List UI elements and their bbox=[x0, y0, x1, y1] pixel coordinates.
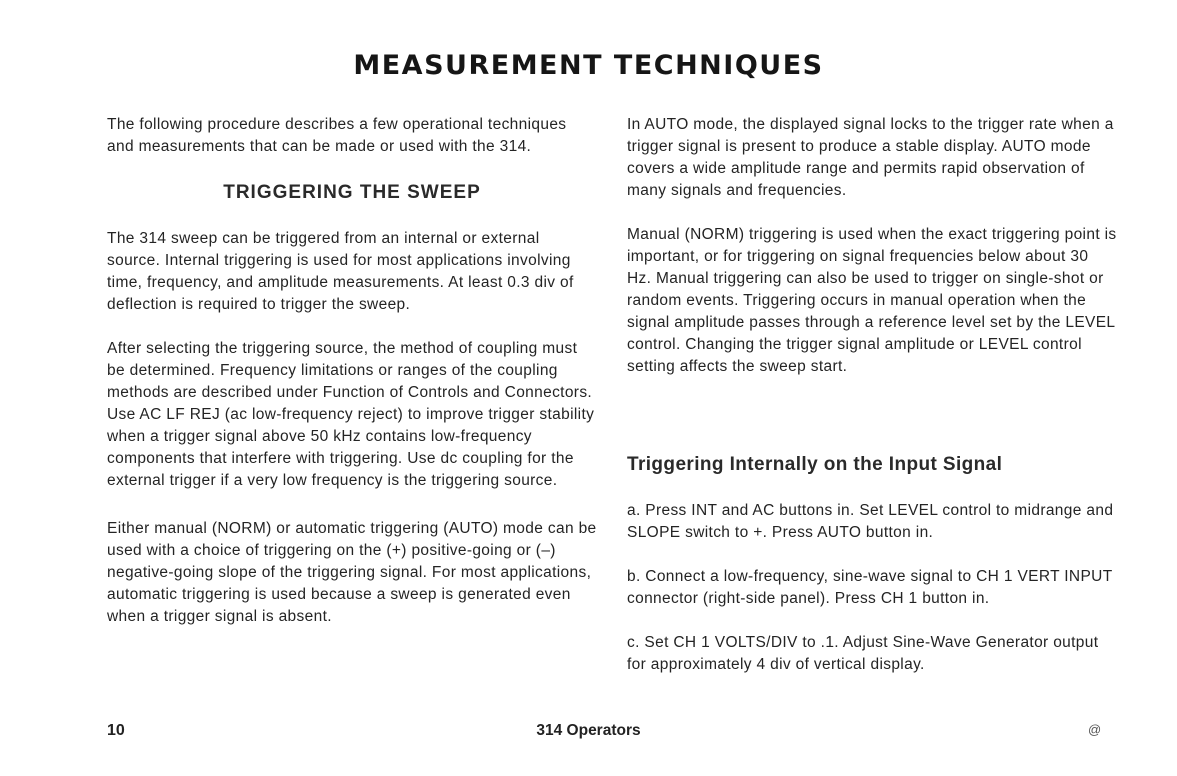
paragraph: In AUTO mode, the displayed signal locks to the trigger rate when a trigger signal is present to produce a stable display. AUTO mode covers a wide amplitude range and permits rapid observation of many signals and frequencies. bbox=[627, 116, 1114, 199]
step-item: a. Press INT and AC buttons in. Set LEVEL control to midrange and SLOPE switch to +. Press AUTO button in. bbox=[627, 502, 1114, 541]
page-number: 10 bbox=[107, 722, 125, 739]
right-column bbox=[627, 114, 1117, 676]
paragraph: Manual (NORM) triggering is used when the exact triggering point is important, or for triggering on signal frequencies below about 30 Hz. Manual triggering can also be used to trigger on single-shot or random events. Triggering occurs in manual operation when the signal amplitude passes through a reference level set by the LEVEL control. Changing the trigger signal amplitude or LEVEL control setting affects the sweep start. bbox=[627, 226, 1117, 375]
subsection-heading: Triggering Internally on the Input Signal bbox=[627, 454, 1003, 475]
manual-name: 314 Operators bbox=[536, 722, 641, 739]
page-title: MEASUREMENT TECHNIQUES bbox=[353, 50, 824, 81]
paragraph: Either manual (NORM) or automatic triggering (AUTO) mode can be used with a choice of triggering on the (+) positive-going or (–) negative-going slope of the triggering signal. For most applications, automatic triggering is used because a sweep is generated even when a trigger signal is absent. bbox=[107, 520, 597, 625]
left-column bbox=[107, 114, 597, 628]
section-heading: TRIGGERING THE SWEEP bbox=[223, 182, 481, 203]
step-item: c. Set CH 1 VOLTS/DIV to .1. Adjust Sine-Wave Generator output for approximately 4 div of vertical display. bbox=[627, 634, 1099, 673]
intro-paragraph: The following procedure describes a few operational techniques and measurements that can be made or used with the 314. bbox=[107, 116, 567, 155]
paragraph: The 314 sweep can be triggered from an internal or external source. Internal triggering is used for most applications involving time, frequency, and amplitude measurements. At least 0.3 div of deflection is required to trigger the sweep. bbox=[107, 230, 574, 313]
step-item: b. Connect a low-frequency, sine-wave signal to CH 1 VERT INPUT connector (right-side panel). Press CH 1 button in. bbox=[627, 568, 1113, 607]
paragraph: After selecting the triggering source, the method of coupling must be determined. Frequency limitations or ranges of the coupling methods are described under Function of Controls and Connectors. Use AC LF REJ (ac low-frequency reject) to improve trigger stability when a trigger signal above 50 kHz contains low-frequency components that interfere with triggering. Use dc coupling for the external trigger if a very low frequency is the triggering source. bbox=[107, 340, 595, 489]
footer-mark: @ bbox=[1088, 722, 1102, 737]
